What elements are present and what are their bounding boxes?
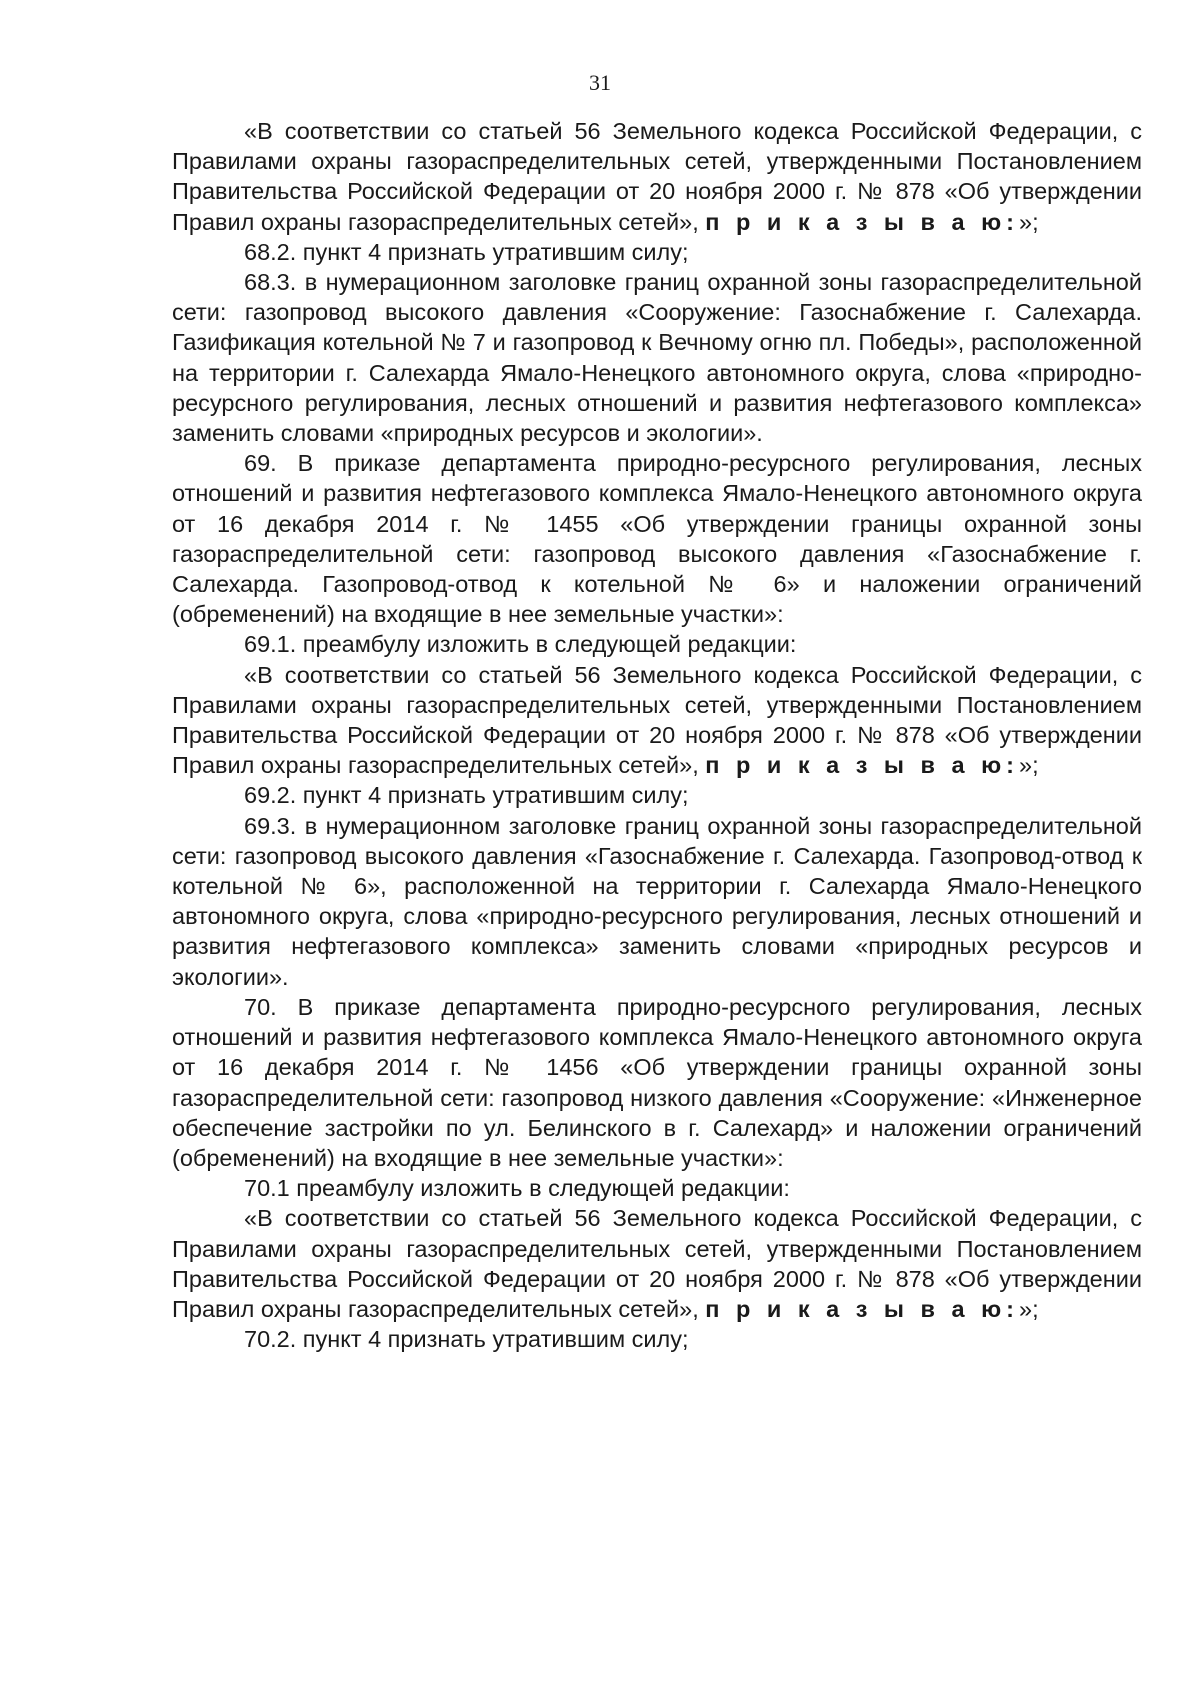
paragraph-preamble-68	[172, 116, 1142, 237]
paragraph-tail: »;	[1019, 208, 1039, 235]
paragraph-text: 68.2. пункт 4 признать утратившим силу;	[244, 238, 689, 265]
paragraph-text: 69.2. пункт 4 признать утратившим силу;	[244, 782, 689, 809]
paragraph-text: 69.1. преамбулу изложить в следующей редакции:	[244, 631, 797, 658]
paragraph-preamble-69	[172, 660, 1142, 781]
paragraph-text: «В соответствии со статьей 56 Земельного кодекса Российской Федерации, с Правилами охраны газораспределительных сетей, утвержденными Постановлением Правительства Российской Федерации от 20 ноября 2000 г. № 878 «Об утверждении Правил охраны газораспределительных сетей»,	[172, 118, 1142, 235]
paragraph-68-3	[172, 267, 1142, 448]
paragraph-preamble-70	[172, 1203, 1142, 1324]
paragraph-tail: »;	[1019, 752, 1039, 779]
paragraph-text: «В соответствии со статьей 56 Земельного кодекса Российской Федерации, с Правилами охраны газораспределительных сетей, утвержденными Постановлением Правительства Российской Федерации от 20 ноября 2000 г. № 878 «Об утверждении Правил охраны газораспределительных сетей»,	[172, 661, 1142, 779]
paragraph-69-3	[172, 811, 1142, 992]
order-keyword: п р и к а з ы в а ю:	[705, 208, 1019, 235]
paragraph-tail: »;	[1019, 1295, 1039, 1322]
paragraph-text: 70.2. пункт 4 признать утратившим силу;	[244, 1326, 689, 1353]
paragraph-text: 69. В приказе департамента природно-ресурсного регулирования, лесных отношений и развития нефтегазового комплекса Ямало-Ненецкого автономного округа от 16 декабря 2014 г. № 1455 «Об утверждении границы охранной зоны газораспределительной сети: газопровод высокого давления «Газоснабжение г. Салехарда. Газопровод-отвод к котельной № 6» и наложении ограничений (обременений) на входящие в нее земельные участки»:	[172, 450, 1142, 628]
paragraph-69-2	[172, 780, 1142, 810]
paragraph-text: 70.1 преамбулу изложить в следующей редакции:	[244, 1175, 790, 1202]
paragraph-69-1	[172, 629, 1142, 659]
document-body	[172, 116, 1142, 1354]
paragraph-70-1	[172, 1173, 1142, 1203]
paragraph-68-2	[172, 237, 1142, 267]
paragraph-70	[172, 992, 1142, 1173]
paragraph-text: «В соответствии со статьей 56 Земельного кодекса Российской Федерации, с Правилами охраны газораспределительных сетей, утвержденными Постановлением Правительства Российской Федерации от 20 ноября 2000 г. № 878 «Об утверждении Правил охраны газораспределительных сетей»,	[172, 1205, 1142, 1322]
order-keyword: п р и к а з ы в а ю:	[705, 752, 1019, 779]
page-number: 31	[589, 70, 611, 95]
paragraph-text: 69.3. в нумерационном заголовке границ охранной зоны газораспределительной сети: газопровод высокого давления «Газоснабжение г. Салехарда. Газопровод-отвод к котельной № 6», расположенной на территории г. Салехарда Ямало-Ненецкого автономного округа, слова «природно-ресурсного регулирования, лесных отношений и развития нефтегазового комплекса» заменить словами «природных ресурсов и экологии».	[172, 812, 1142, 990]
paragraph-text: 68.3. в нумерационном заголовке границ охранной зоны газораспределительной сети: газопровод высокого давления «Сооружение: Газоснабжение г. Салехарда. Газификация котельной № 7 и газопровод к Вечному огню пл. Победы», расположенной на территории г. Салехарда Ямало-Ненецкого автономного округа, слова «природно-ресурсного регулирования, лесных отношений и развития нефтегазового комплекса» заменить словами «природных ресурсов и экологии».	[172, 269, 1142, 447]
paragraph-69	[172, 448, 1142, 629]
paragraph-text: 70. В приказе департамента природно-ресурсного регулирования, лесных отношений и развития нефтегазового комплекса Ямало-Ненецкого автономного округа от 16 декабря 2014 г. № 1456 «Об утверждении границы охранной зоны газораспределительной сети: газопровод низкого давления «Сооружение: «Инженерное обеспечение застройки по ул. Белинского в г. Салехард» и наложении ограничений (обременений) на входящие в нее земельные участки»:	[172, 993, 1142, 1171]
paragraph-70-2	[172, 1324, 1142, 1354]
order-keyword: п р и к а з ы в а ю:	[705, 1295, 1019, 1322]
